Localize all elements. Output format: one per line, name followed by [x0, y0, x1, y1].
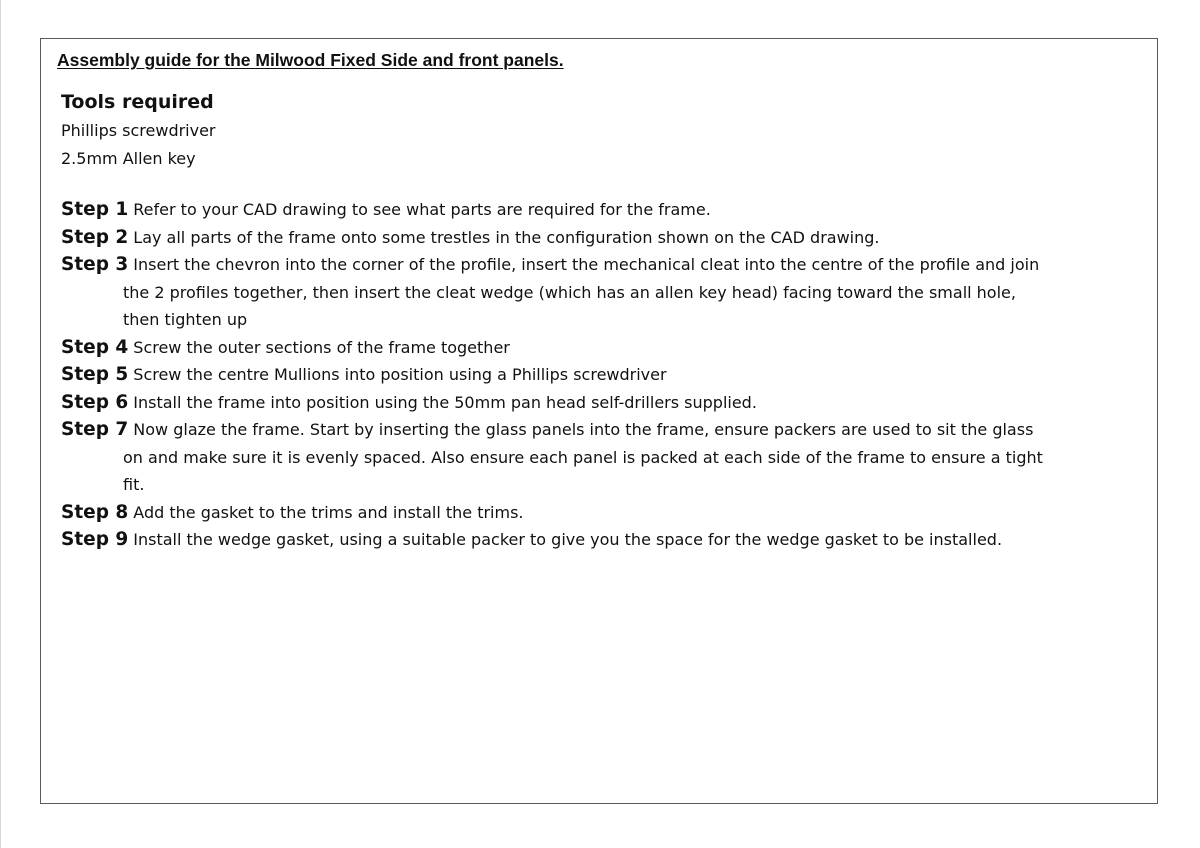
step-6 — [61, 389, 1051, 417]
step-text: Screw the outer sections of the frame together — [133, 337, 510, 357]
step-label: Step 2 — [61, 226, 129, 248]
step-8 — [61, 499, 1051, 527]
step-text: Now glaze the frame. Start by inserting the glass panels into the frame, ensure packers are used to sit the glass on and make sure it is evenly spaced. Also ensure each panel is packed at each side of the frame to ensure a tight fit. — [123, 420, 1043, 494]
step-text: Install the frame into position using the 50mm pan head self-drillers supplied. — [133, 392, 757, 412]
tool-item: Phillips screwdriver — [61, 121, 216, 140]
step-1 — [61, 196, 1051, 224]
step-9 — [61, 526, 1051, 554]
step-label: Step 4 — [61, 336, 129, 358]
document-title: Assembly guide for the Milwood Fixed Side and front panels. — [57, 50, 564, 70]
step-label: Step 1 — [61, 199, 129, 220]
step-text: Screw the centre Mullions into position using a Phillips screwdriver — [133, 365, 667, 384]
step-3 — [61, 251, 1051, 334]
step-text: Add the gasket to the trims and install the trims. — [133, 502, 524, 522]
step-2 — [61, 224, 1051, 252]
step-label: Step 9 — [61, 529, 129, 550]
step-5 — [61, 361, 1051, 389]
step-label: Step 6 — [61, 391, 129, 413]
tool-item: 2.5mm Allen key — [61, 149, 196, 168]
step-label: Step 8 — [61, 501, 129, 523]
step-label: Step 5 — [61, 364, 129, 385]
step-text: Insert the chevron into the corner of the profile, insert the mechanical cleat into the centre of the profile and join the 2 profiles together, then insert the cleat wedge (which has an allen key head) facing toward the small hole, then tighten up — [123, 255, 1040, 329]
step-text: Refer to your CAD drawing to see what parts are required for the frame. — [133, 200, 711, 219]
step-label: Step 7 — [61, 419, 129, 440]
step-label: Step 3 — [61, 254, 129, 275]
steps-list — [61, 196, 1051, 554]
step-text: Lay all parts of the frame onto some trestles in the configuration shown on the CAD drawing. — [133, 227, 880, 247]
step-text: Install the wedge gasket, using a suitable packer to give you the space for the wedge gasket to be installed. — [133, 530, 1003, 549]
step-4 — [61, 334, 1051, 362]
step-7 — [61, 416, 1051, 499]
tools-heading: Tools required — [61, 91, 214, 113]
page-edge-shadow — [0, 0, 1, 848]
